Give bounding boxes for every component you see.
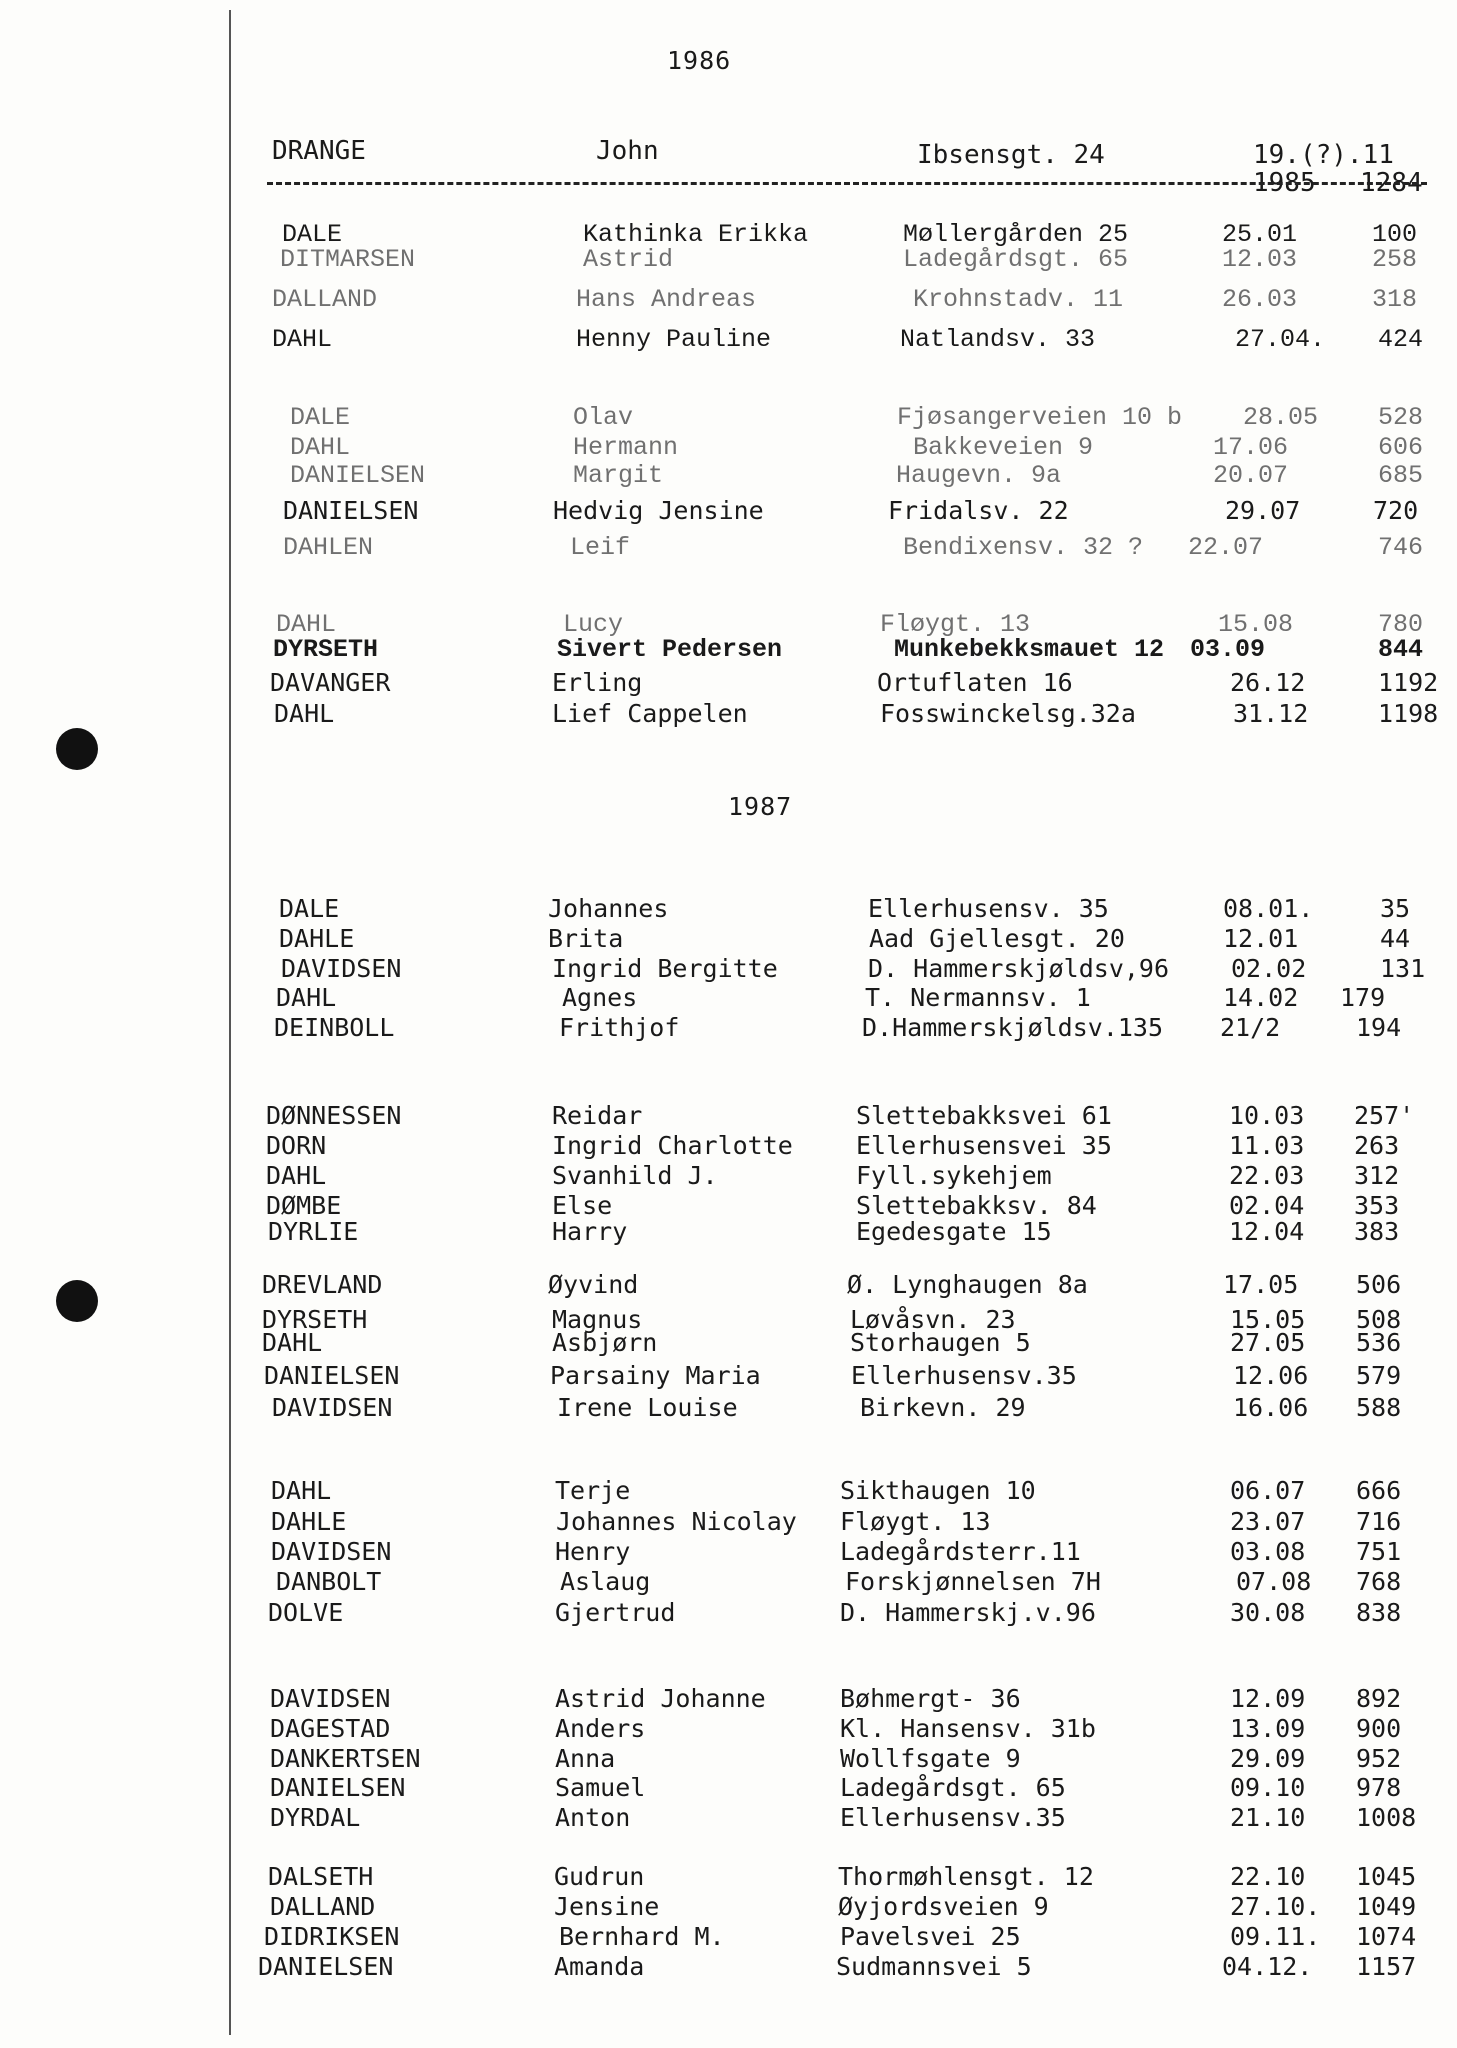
entry-surname: DYRLIE xyxy=(268,1217,359,1246)
entry-record-number: 900 xyxy=(1356,1714,1402,1743)
entry-record-number: 780 xyxy=(1378,610,1424,639)
entry-first-name: Anders xyxy=(555,1714,646,1743)
entry-surname: DAHL xyxy=(262,1328,323,1357)
entry-first-name: Ingrid Charlotte xyxy=(552,1131,793,1160)
entry-record-number: 1157 xyxy=(1356,1952,1417,1981)
entry-address: Natlandsv. 33 xyxy=(900,325,1096,354)
entry-record-number: 1198 xyxy=(1378,699,1439,728)
entry-surname: DAHL xyxy=(274,699,335,728)
entry-address: Kl. Hansensv. 31b xyxy=(840,1714,1096,1743)
entry-record-number: 383 xyxy=(1354,1217,1400,1246)
register-row-1987-1 xyxy=(0,894,1457,924)
entry-first-name: Hans Andreas xyxy=(576,285,757,314)
entry-first-name: Henry xyxy=(555,1537,631,1566)
header-surname: DRANGE xyxy=(272,136,366,166)
entry-date: 22.10 xyxy=(1230,1862,1306,1891)
entry-date: 17.06 xyxy=(1213,433,1289,462)
entry-date: 26.03 xyxy=(1222,285,1298,314)
entry-surname: DØMBE xyxy=(266,1191,342,1220)
entry-date: 26.12 xyxy=(1230,668,1306,697)
entry-date: 29.07 xyxy=(1225,496,1301,525)
register-row-1987-28 xyxy=(0,1922,1457,1952)
entry-date: 12.03 xyxy=(1222,245,1298,274)
entry-record-number: 508 xyxy=(1356,1305,1402,1334)
entry-date: 27.04. xyxy=(1235,325,1326,354)
register-row-1986-7 xyxy=(0,461,1457,491)
entry-date: 30.08 xyxy=(1230,1598,1306,1627)
register-row-1987-15 xyxy=(0,1393,1457,1423)
register-row-1986-6 xyxy=(0,433,1457,463)
entry-surname: DAHL xyxy=(266,1161,327,1190)
entry-surname: DALE xyxy=(279,894,340,923)
register-row-1987-14 xyxy=(0,1361,1457,1391)
entry-first-name: Samuel xyxy=(555,1773,646,1802)
entry-record-number: 838 xyxy=(1356,1598,1402,1627)
entry-surname: DANIELSEN xyxy=(290,461,426,490)
entry-date: 07.08 xyxy=(1236,1567,1312,1596)
entry-first-name: Lucy xyxy=(563,610,624,639)
entry-record-number: 194 xyxy=(1356,1013,1402,1042)
entry-record-number: 131 xyxy=(1380,954,1426,983)
entry-record-number: 844 xyxy=(1378,635,1424,664)
register-row-1987-11 xyxy=(0,1270,1457,1300)
entry-record-number: 424 xyxy=(1378,325,1424,354)
entry-address: Bakkeveien 9 xyxy=(913,433,1094,462)
entry-first-name: Svanhild J. xyxy=(552,1161,718,1190)
entry-surname: DANIELSEN xyxy=(283,496,419,525)
register-row-1987-17 xyxy=(0,1507,1457,1537)
register-row-1987-24 xyxy=(0,1773,1457,1803)
entry-date: 11.03 xyxy=(1229,1131,1305,1160)
register-row-1987-23 xyxy=(0,1744,1457,1774)
entry-record-number: 746 xyxy=(1378,533,1424,562)
entry-first-name: Ingrid Bergitte xyxy=(552,954,778,983)
entry-record-number: 1074 xyxy=(1356,1922,1417,1951)
register-row-1986-3 xyxy=(0,285,1457,315)
entry-first-name: Amanda xyxy=(554,1952,645,1981)
entry-record-number: 751 xyxy=(1356,1537,1402,1566)
entry-first-name: Kathinka Erikka xyxy=(583,220,809,249)
entry-first-name: Hedvig Jensine xyxy=(553,496,764,525)
entry-first-name: Irene Louise xyxy=(557,1393,738,1422)
entry-first-name: Harry xyxy=(552,1217,628,1246)
entry-surname: DØNNESSEN xyxy=(266,1101,402,1130)
entry-address: D. Hammerskj.v.96 xyxy=(840,1598,1096,1627)
register-row-1986-9 xyxy=(0,533,1457,563)
entry-date: 09.11. xyxy=(1230,1922,1321,1951)
entry-record-number: 588 xyxy=(1356,1393,1402,1422)
register-row-1987-8 xyxy=(0,1161,1457,1191)
entry-surname: DANIELSEN xyxy=(264,1361,400,1390)
entry-first-name: Erling xyxy=(552,668,643,697)
entry-record-number: 716 xyxy=(1356,1507,1402,1536)
entry-record-number: 1008 xyxy=(1356,1803,1417,1832)
entry-date: 22.03 xyxy=(1229,1161,1305,1190)
entry-address: D.Hammerskjøldsv.135 xyxy=(862,1013,1164,1042)
entry-address: T. Nermannsv. 1 xyxy=(865,983,1091,1012)
entry-address: Fjøsangerveien 10 b xyxy=(897,403,1183,432)
entry-address: Wollfsgate 9 xyxy=(840,1744,1021,1773)
entry-address: Ortuflaten 16 xyxy=(877,668,1073,697)
punch-hole-top xyxy=(56,728,98,770)
entry-record-number: 1045 xyxy=(1356,1862,1417,1891)
entry-record-number: 720 xyxy=(1373,496,1419,525)
entry-surname: DALE xyxy=(282,220,343,249)
entry-surname: DAHL xyxy=(276,610,337,639)
entry-date: 23.07 xyxy=(1230,1507,1306,1536)
entry-first-name: Terje xyxy=(555,1476,631,1505)
entry-surname: DALE xyxy=(290,403,351,432)
register-row-1987-13 xyxy=(0,1328,1457,1358)
entry-date: 29.09 xyxy=(1230,1744,1306,1773)
entry-first-name: Aslaug xyxy=(560,1567,651,1596)
entry-surname: DANIELSEN xyxy=(258,1952,394,1981)
entry-address: Fløygt. 13 xyxy=(840,1507,991,1536)
entry-address: Bøhmergt- 36 xyxy=(840,1684,1021,1713)
entry-first-name: Margit xyxy=(573,461,664,490)
entry-first-name: Reidar xyxy=(552,1101,643,1130)
entry-surname: DAHLE xyxy=(279,924,355,953)
entry-surname: DOLVE xyxy=(268,1598,344,1627)
register-row-1987-19 xyxy=(0,1567,1457,1597)
entry-address: Sikthaugen 10 xyxy=(840,1476,1036,1505)
entry-surname: DAVIDSEN xyxy=(271,1537,392,1566)
entry-address: Birkevn. 29 xyxy=(860,1393,1026,1422)
entry-date: 06.07 xyxy=(1230,1476,1306,1505)
entry-address: Aad Gjellesgt. 20 xyxy=(869,924,1125,953)
entry-first-name: Brita xyxy=(548,924,624,953)
header-year: 1985 xyxy=(1253,168,1316,198)
entry-date: 31.12 xyxy=(1233,699,1309,728)
entry-record-number: 35 xyxy=(1380,894,1411,923)
entry-surname: DAVIDSEN xyxy=(272,1393,393,1422)
entry-first-name: Sivert Pedersen xyxy=(557,635,783,664)
entry-first-name: Else xyxy=(552,1191,613,1220)
entry-date: 25.01 xyxy=(1222,220,1298,249)
entry-first-name: Øyvind xyxy=(548,1270,639,1299)
entry-address: Bendixensv. 32 ? xyxy=(903,533,1144,562)
entry-first-name: Gjertrud xyxy=(555,1598,676,1627)
register-row-1987-3 xyxy=(0,954,1457,984)
entry-first-name: Johannes xyxy=(548,894,669,923)
register-row-1987-16 xyxy=(0,1476,1457,1506)
entry-surname: DAHLEN xyxy=(283,533,374,562)
entry-first-name: Frithjof xyxy=(559,1013,680,1042)
entry-surname: DANBOLT xyxy=(276,1567,382,1596)
entry-address: Krohnstadv. 11 xyxy=(913,285,1124,314)
entry-record-number: 666 xyxy=(1356,1476,1402,1505)
entry-first-name: Agnes xyxy=(562,983,638,1012)
entry-address: Fridalsv. 22 xyxy=(888,496,1069,525)
entry-address: Ladegårdsgt. 65 xyxy=(903,245,1129,274)
entry-record-number: 318 xyxy=(1372,285,1418,314)
entry-address: Ellerhusensv.35 xyxy=(840,1803,1066,1832)
header-number: 1284 xyxy=(1360,168,1423,198)
entry-address: Pavelsvei 25 xyxy=(840,1922,1021,1951)
entry-date: 15.08 xyxy=(1218,610,1294,639)
entry-date: 16.06 xyxy=(1233,1393,1309,1422)
entry-date: 09.10 xyxy=(1230,1773,1306,1802)
register-row-1986-5 xyxy=(0,403,1457,433)
entry-record-number: 179 xyxy=(1340,983,1386,1012)
year-heading-1986: 1986 xyxy=(667,46,732,75)
register-row-1987-29 xyxy=(0,1952,1457,1982)
entry-address: Fyll.sykehjem xyxy=(856,1161,1052,1190)
entry-surname: DALLAND xyxy=(272,285,378,314)
register-row-1987-20 xyxy=(0,1598,1457,1628)
entry-date: 15.05 xyxy=(1230,1305,1306,1334)
entry-address: Munkebekksmauet 12 xyxy=(894,635,1165,664)
entry-address: Slettebakksvei 61 xyxy=(856,1101,1112,1130)
entry-surname: DAHLE xyxy=(271,1507,347,1536)
entry-date: 17.05 xyxy=(1223,1270,1299,1299)
entry-date: 08.01. xyxy=(1223,894,1314,923)
entry-address: Øyjordsveien 9 xyxy=(838,1892,1049,1921)
header-date: 19.(?).11 xyxy=(1253,140,1394,170)
register-row-1987-21 xyxy=(0,1684,1457,1714)
entry-first-name: Leif xyxy=(570,533,631,562)
entry-date: 02.04 xyxy=(1229,1191,1305,1220)
entry-address: Sudmannsvei 5 xyxy=(836,1952,1032,1981)
entry-first-name: Anna xyxy=(555,1744,616,1773)
entry-record-number: 258 xyxy=(1372,245,1418,274)
entry-address: Egedesgate 15 xyxy=(856,1217,1052,1246)
entry-address: Ladegårdsgt. 65 xyxy=(840,1773,1066,1802)
entry-surname: DANIELSEN xyxy=(270,1773,406,1802)
entry-address: Fløygt. 13 xyxy=(880,610,1031,639)
entry-surname: DAHL xyxy=(271,1476,332,1505)
entry-first-name: Astrid Johanne xyxy=(555,1684,766,1713)
register-row-1987-4 xyxy=(0,983,1457,1013)
register-row-1987-7 xyxy=(0,1131,1457,1161)
entry-record-number: 768 xyxy=(1356,1567,1402,1596)
register-row-1987-26 xyxy=(0,1862,1457,1892)
entry-surname: DALSETH xyxy=(268,1862,374,1891)
entry-surname: DALLAND xyxy=(270,1892,376,1921)
entry-address: Forskjønnelsen 7H xyxy=(845,1567,1101,1596)
entry-record-number: 506 xyxy=(1356,1270,1402,1299)
entry-surname: DANKERTSEN xyxy=(270,1744,421,1773)
entry-record-number: 579 xyxy=(1356,1361,1402,1390)
entry-address: Ellerhusensv. 35 xyxy=(868,894,1109,923)
entry-surname: DAHL xyxy=(276,983,337,1012)
entry-record-number: 263 xyxy=(1354,1131,1400,1160)
entry-date: 22.07 xyxy=(1188,533,1264,562)
entry-surname: DYRSETH xyxy=(273,635,379,664)
entry-first-name: Johannes Nicolay xyxy=(556,1507,797,1536)
entry-record-number: 1192 xyxy=(1378,668,1439,697)
entry-surname: DAVANGER xyxy=(270,668,391,697)
entry-record-number: 952 xyxy=(1356,1744,1402,1773)
entry-record-number: 44 xyxy=(1380,924,1411,953)
register-row-1986-11 xyxy=(0,635,1457,665)
entry-date: 03.09 xyxy=(1190,635,1266,664)
entry-surname: DYRSETH xyxy=(262,1305,368,1334)
year-heading-1987: 1987 xyxy=(728,792,793,821)
header-first-name: John xyxy=(596,136,659,166)
entry-record-number: 892 xyxy=(1356,1684,1402,1713)
entry-first-name: Astrid xyxy=(583,245,674,274)
entry-date: 27.05 xyxy=(1230,1328,1306,1357)
entry-surname: DAHL xyxy=(272,325,333,354)
entry-address: Slettebakksv. 84 xyxy=(856,1191,1097,1220)
entry-first-name: Lief Cappelen xyxy=(552,699,748,728)
entry-date: 28.05 xyxy=(1243,403,1319,432)
entry-record-number: 528 xyxy=(1378,403,1424,432)
entry-surname: DORN xyxy=(266,1131,327,1160)
entry-record-number: 100 xyxy=(1372,220,1418,249)
entry-date: 27.10. xyxy=(1230,1892,1321,1921)
register-row-1987-2 xyxy=(0,924,1457,954)
entry-date: 13.09 xyxy=(1230,1714,1306,1743)
entry-surname: DEINBOLL xyxy=(274,1013,395,1042)
entry-record-number: 1049 xyxy=(1356,1892,1417,1921)
entry-surname: DYRDAL xyxy=(270,1803,361,1832)
entry-surname: DITMARSEN xyxy=(280,245,416,274)
register-row-1986-12 xyxy=(0,668,1457,698)
entry-date: 21.10 xyxy=(1230,1803,1306,1832)
entry-record-number: 257' xyxy=(1354,1101,1415,1130)
register-row-1987-5 xyxy=(0,1013,1457,1043)
entry-date: 12.09 xyxy=(1230,1684,1306,1713)
entry-surname: DREVLAND xyxy=(262,1270,383,1299)
entry-date: 12.01 xyxy=(1223,924,1299,953)
entry-address: Fosswinckelsg.32a xyxy=(880,699,1136,728)
entry-address: Møllergården 25 xyxy=(903,220,1129,249)
entry-date: 14.02 xyxy=(1223,983,1299,1012)
entry-date: 12.04 xyxy=(1229,1217,1305,1246)
entry-date: 10.03 xyxy=(1229,1101,1305,1130)
register-row-1987-6 xyxy=(0,1101,1457,1131)
register-row-1986-13 xyxy=(0,699,1457,729)
register-row-1987-27 xyxy=(0,1892,1457,1922)
entry-first-name: Henny Pauline xyxy=(576,325,772,354)
entry-first-name: Jensine xyxy=(554,1892,660,1921)
entry-date: 03.08 xyxy=(1230,1537,1306,1566)
entry-date: 20.07 xyxy=(1213,461,1289,490)
entry-surname: DAHL xyxy=(290,433,351,462)
register-row-1987-25 xyxy=(0,1803,1457,1833)
entry-date: 12.06 xyxy=(1233,1361,1309,1390)
entry-first-name: Anton xyxy=(555,1803,631,1832)
register-row-1986-8 xyxy=(0,496,1457,526)
register-row-1987-22 xyxy=(0,1714,1457,1744)
entry-address: D. Hammerskjøldsv,96 xyxy=(868,954,1170,983)
entry-first-name: Parsainy Maria xyxy=(550,1361,761,1390)
entry-surname: DAGESTAD xyxy=(270,1714,391,1743)
register-row-1987-10 xyxy=(0,1217,1457,1247)
entry-address: Ellerhusensvei 35 xyxy=(856,1131,1112,1160)
register-row-1987-18 xyxy=(0,1537,1457,1567)
entry-address: Løvåsvn. 23 xyxy=(850,1305,1016,1334)
entry-address: Ladegårdsterr.11 xyxy=(840,1537,1081,1566)
entry-record-number: 536 xyxy=(1356,1328,1402,1357)
entry-date: 21/2 xyxy=(1220,1013,1281,1042)
entry-first-name: Gudrun xyxy=(554,1862,645,1891)
entry-address: Haugevn. 9a xyxy=(896,461,1062,490)
entry-record-number: 685 xyxy=(1378,461,1424,490)
entry-address: Thormøhlensgt. 12 xyxy=(838,1862,1094,1891)
entry-first-name: Asbjørn xyxy=(552,1328,658,1357)
entry-surname: DAVIDSEN xyxy=(270,1684,391,1713)
header-address: Ibsensgt. 24 xyxy=(917,140,1105,170)
entry-record-number: 978 xyxy=(1356,1773,1402,1802)
entry-surname: DIDRIKSEN xyxy=(264,1922,400,1951)
entry-record-number: 312 xyxy=(1354,1161,1400,1190)
entry-first-name: Bernhard M. xyxy=(559,1922,725,1951)
entry-record-number: 606 xyxy=(1378,433,1424,462)
header-divider xyxy=(267,182,1427,185)
register-row-1986-2 xyxy=(0,245,1457,275)
entry-address: Ellerhusensv.35 xyxy=(851,1361,1077,1390)
entry-address: Ø. Lynghaugen 8a xyxy=(847,1270,1088,1299)
entry-date: 02.02 xyxy=(1231,954,1307,983)
entry-first-name: Olav xyxy=(573,403,634,432)
register-row-1986-4 xyxy=(0,325,1457,355)
entry-record-number: 353 xyxy=(1354,1191,1400,1220)
entry-surname: DAVIDSEN xyxy=(281,954,402,983)
entry-first-name: Magnus xyxy=(552,1305,643,1334)
entry-date: 04.12. xyxy=(1222,1952,1313,1981)
entry-first-name: Hermann xyxy=(573,433,679,462)
entry-address: Storhaugen 5 xyxy=(850,1328,1031,1357)
